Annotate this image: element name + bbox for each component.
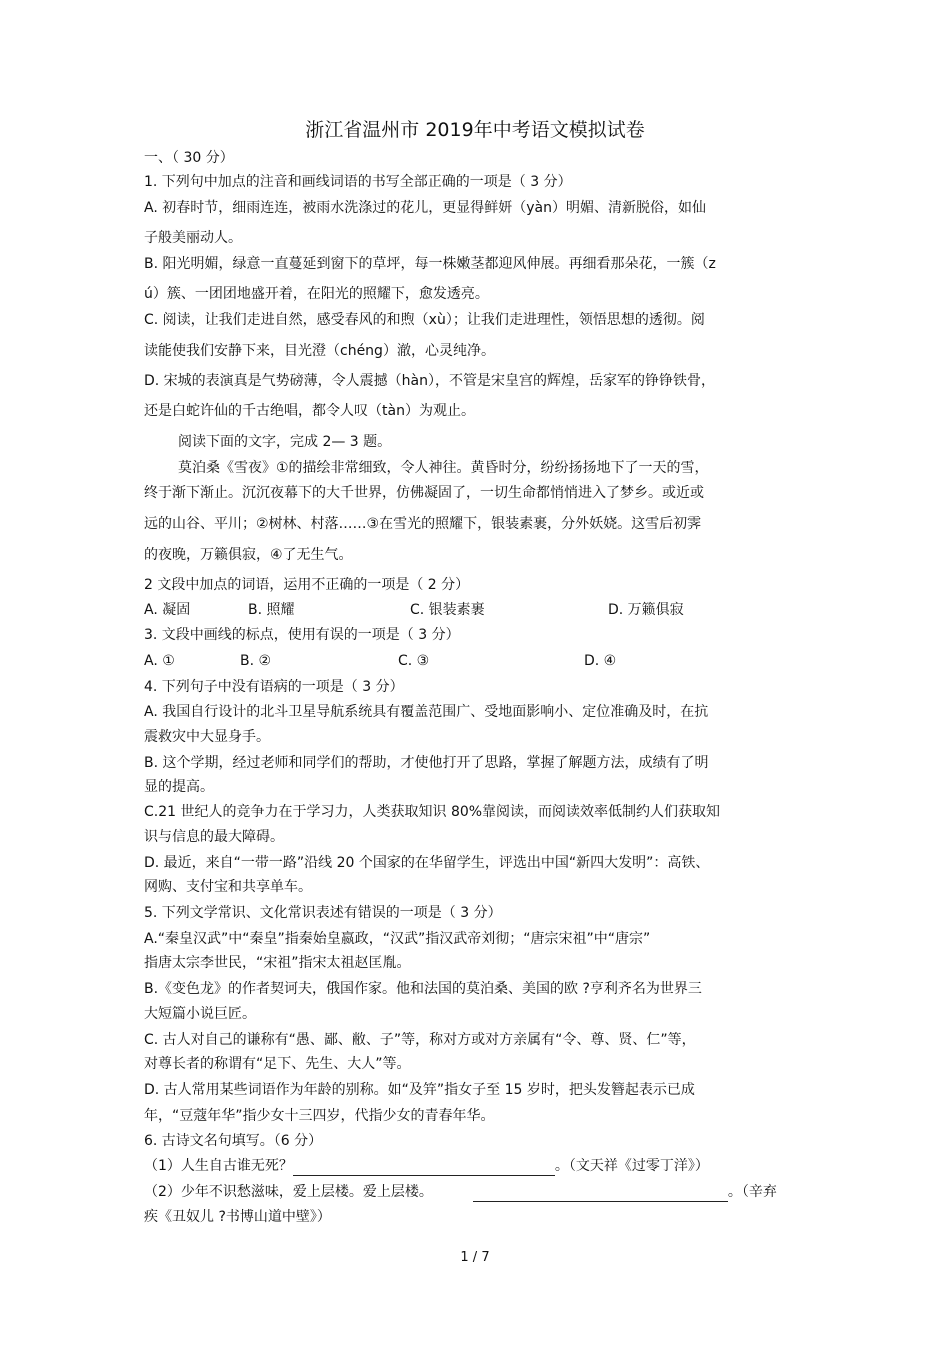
q5-option-b-cont: 大短篇小说巨匠。 [144,1006,256,1022]
q4-option-a: A. 我国自行设计的北斗卫星导航系统具有覆盖范围广、受地面影响小、定位准确及时，在抗 [144,704,709,720]
passage-line: 终于渐下渐止。沉沉夜幕下的大千世界，仿佛凝固了，一切生命都悄悄进入了梦乡。或近或 [144,485,704,501]
q3-option-a: A. ① [144,653,175,669]
q5-option-b: B.《变色龙》的作者契诃夫，俄国作家。他和法国的莫泊桑、美国的欧 ?亨利齐名为世界三 [144,981,702,997]
q4-option-a-cont: 震救灾中大显身手。 [144,729,270,745]
answer-blank[interactable] [293,1159,555,1176]
q5-option-a-cont: 指唐太宗李世民，“宋祖”指宋太祖赵匡胤。 [144,955,411,971]
q4-option-c: C.21 世纪人的竞争力在于学习力，人类获取知识 80%靠阅读，而阅读效率低制约人们获取知 [144,804,721,820]
q2-option-d: D. 万籁俱寂 [608,602,684,618]
q1-option-a: A. 初春时节，细雨连连，被雨水洗涤过的花儿，更显得鲜妍（yàn）明媚、清新脱俗，如仙 [144,200,706,216]
q6-line-1-source: 。（文天祥《过零丁洋》） [554,1158,709,1174]
q6-line-2-prompt: （2）少年不识愁滋味，爱上层楼。爱上层楼。 [144,1184,433,1200]
q6-line-1 [144,1156,709,1176]
q5-option-c: C. 古人对自己的谦称有“愚、鄙、敝、子”等，称对方或对方亲属有“令、尊、贤、仁”等， [144,1032,696,1048]
q4-option-d: D. 最近，来自“一带一路”沿线 20 个国家的在华留学生，评选出中国“新四大发明”：高铁、 [144,855,710,871]
q2-option-b: B. 照耀 [248,602,295,618]
page-title: 浙江省温州市 2019年中考语文模拟试卷 [305,119,645,141]
question-3-stem: 3. 文段中画线的标点，使用有误的一项是（ 3 分） [144,627,460,643]
q1-option-c-cont: 读能使我们安静下来，目光澄（chéng）澈，心灵纯净。 [144,343,495,359]
q1-option-d-cont: 还是白蛇许仙的千古绝唱，都令人叹（tàn）为观止。 [144,403,475,419]
q4-option-c-cont: 识与信息的最大障碍。 [144,829,284,845]
q1-option-b: B. 阳光明媚，绿意一直蔓延到窗下的草坪，每一株嫩茎都迎风伸展。再细看那朵花，一簇（z [144,256,716,272]
q2-option-c: C. 银装素裹 [410,602,485,618]
question-5-stem: 5. 下列文学常识、文化常识表述有错误的一项是（ 3 分） [144,905,502,921]
q3-option-d: D. ④ [584,653,617,669]
q5-option-d-cont: 年，“豆蔻年华”指少女十三四岁，代指少女的青春年华。 [144,1108,495,1124]
answer-blank[interactable] [473,1185,728,1202]
page-number: 1 / 7 [460,1250,490,1265]
q4-option-d-cont: 网购、支付宝和共享单车。 [144,879,312,895]
passage-line: 远的山谷、平川；②树林、村落……③在雪光的照耀下，银装素裹，分外妖娆。这雪后初霁 [144,516,702,532]
q2-option-a: A. 凝固 [144,602,191,618]
q3-option-b: B. ② [240,653,272,669]
passage-intro: 阅读下面的文字，完成 2— 3 题。 [178,434,392,450]
q1-option-b-cont: ú）簇、一团团地盛开着，在阳光的照耀下，愈发透亮。 [144,286,489,302]
question-4-stem: 4. 下列句子中没有语病的一项是（ 3 分） [144,679,404,695]
section-heading: 一、（ 30 分） [144,150,234,166]
q6-line-2-source: 。（辛弃 [727,1184,777,1200]
q5-option-a: A.“秦皇汉武”中“秦皇”指秦始皇嬴政，“汉武”指汉武帝刘彻；“唐宗宋祖”中“唐宗” [144,931,651,947]
q5-option-c-cont: 对尊长者的称谓有“足下、先生、大人”等。 [144,1056,411,1072]
q3-option-c: C. ③ [398,653,430,669]
q5-option-d: D. 古人常用某些词语作为年龄的别称。如“及笄”指女子至 15 岁时，把头发簪起表示已成 [144,1082,695,1098]
q6-line-1-prompt: （1）人生自古谁无死？ [144,1158,293,1174]
q1-option-d: D. 宋城的表演真是气势磅薄，令人震撼（hàn），不管是宋皇宫的辉煌，岳家军的铮铮铁骨， [144,373,716,389]
question-6-stem: 6. 古诗文名句填写。（6 分） [144,1133,323,1149]
question-2-stem: 2 文段中加点的词语，运用不正确的一项是（ 2 分） [144,577,470,593]
q4-option-b: B. 这个学期，经过老师和同学们的帮助，才使他打开了思路，掌握了解题方法，成绩有了明 [144,755,709,771]
q4-option-b-cont: 显的提高。 [144,779,214,795]
q1-option-a-cont: 子般美丽动人。 [144,230,242,246]
passage-line: 莫泊桑《雪夜》①的描绘非常细致，令人神往。黄昏时分，纷纷扬扬地下了一天的雪， [178,460,709,476]
q6-line-3: 疾《丑奴儿 ?书博山道中壁》） [144,1209,331,1225]
q6-line-2 [144,1182,777,1202]
q1-option-c: C. 阅读，让我们走进自然，感受春风的和煦（xù）；让我们走进理性，领悟思想的透彻。阅 [144,312,705,328]
passage-line: 的夜晚，万籁俱寂，④了无生气。 [144,547,353,563]
question-1-stem: 1. 下列句中加点的注音和画线词语的书写全部正确的一项是（ 3 分） [144,174,572,190]
